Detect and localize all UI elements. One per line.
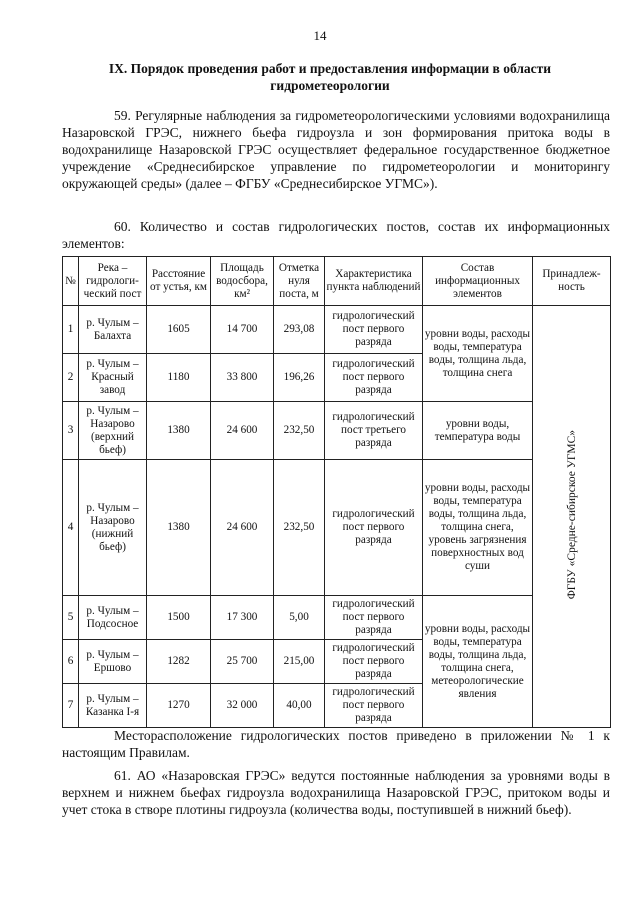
cell-characteristic: гидрологический пост третьего разряда bbox=[325, 402, 423, 460]
owner-text: ФГБУ «Средне-сибирское УГМС» bbox=[565, 429, 578, 600]
cell-river: р. Чулым – Казанка I-я bbox=[79, 684, 147, 728]
cell-distance: 1180 bbox=[147, 354, 211, 402]
cell-zero: 232,50 bbox=[274, 460, 325, 596]
cell-area: 24 600 bbox=[211, 460, 274, 596]
cell-distance: 1282 bbox=[147, 640, 211, 684]
cell-num: 5 bbox=[63, 596, 79, 640]
cell-area: 14 700 bbox=[211, 306, 274, 354]
paragraph-60-text: Количество и состав гидрологических постов, состав их информационных элементов: bbox=[62, 219, 610, 251]
cell-characteristic: гидрологический пост первого разряда bbox=[325, 354, 423, 402]
paragraph-61-text: АО «Назаровская ГРЭС» ведутся постоянные наблюдения за уровнями воды в верхнем и нижнем бьефах гидроузла водохранилища Назаровской ГРЭС, притоком воды и учет стока в створе плотины гидроузла (количества воды, поступившей в нижний бьеф). bbox=[62, 768, 610, 817]
cell-river: р. Чулым – Подсосное bbox=[79, 596, 147, 640]
cell-zero: 40,00 bbox=[274, 684, 325, 728]
cell-area: 17 300 bbox=[211, 596, 274, 640]
cell-zero: 215,00 bbox=[274, 640, 325, 684]
paragraph-61 bbox=[62, 767, 610, 818]
cell-num: 1 bbox=[63, 306, 79, 354]
cell-characteristic: гидрологический пост первого разряда bbox=[325, 640, 423, 684]
table-header-row bbox=[63, 257, 611, 306]
cell-distance: 1605 bbox=[147, 306, 211, 354]
table-row bbox=[63, 596, 611, 640]
paragraph-after-table-text: Месторасположение гидрологических постов приведено в приложении № 1 к настоящим Правилам. bbox=[62, 728, 610, 760]
cell-river: р. Чулым – Назарово (нижний бьеф) bbox=[79, 460, 147, 596]
cell-zero: 196,26 bbox=[274, 354, 325, 402]
cell-river: р. Чулым – Красный завод bbox=[79, 354, 147, 402]
cell-elements: уровни воды, температура воды bbox=[423, 402, 533, 460]
cell-elements: уровни воды, расходы воды, температура воды, толщина льда, толщина снега, метеорологические явления bbox=[423, 596, 533, 728]
cell-zero: 5,00 bbox=[274, 596, 325, 640]
section-heading: IX. Порядок проведения работ и предоставления информации в области гидрометеорологии bbox=[108, 61, 552, 93]
cell-area: 24 600 bbox=[211, 402, 274, 460]
cell-elements: уровни воды, расходы воды, температура воды, толщина льда, толщина снега, уровень загрязнения поверхностных вод суши bbox=[423, 460, 533, 596]
cell-num: 2 bbox=[63, 354, 79, 402]
header-elements: Состав информационных элементов bbox=[423, 257, 533, 306]
cell-owner bbox=[533, 306, 611, 728]
table-row bbox=[63, 306, 611, 354]
paragraph-59-text: Регулярные наблюдения за гидрометеорологическими условиями водохранилища Назаровской ГРЭС, нижнего бьефа гидроузла и зон формирования притока воды в водохранилище Назаровской ГРЭС осуществляет федеральное государственное бюджетное учреждение «Среднесибирское управление по гидрометеорологии и мониторингу окружающей среды» (далее – ФГБУ «Среднесибирское УГМС»). bbox=[62, 108, 611, 191]
header-area: Площадь водосбора, км² bbox=[211, 257, 274, 306]
paragraph-59 bbox=[62, 107, 610, 192]
header-characteristic: Характеристика пункта наблюдений bbox=[325, 257, 423, 306]
gauging-stations-table bbox=[62, 256, 611, 728]
paragraph-61-number: 61. bbox=[114, 768, 131, 783]
cell-distance: 1500 bbox=[147, 596, 211, 640]
cell-characteristic: гидрологический пост первого разряда bbox=[325, 306, 423, 354]
paragraph-60-number: 60. bbox=[114, 219, 131, 234]
cell-area: 32 000 bbox=[211, 684, 274, 728]
cell-num: 6 bbox=[63, 640, 79, 684]
paragraph-59-number: 59. bbox=[114, 108, 131, 123]
cell-distance: 1380 bbox=[147, 402, 211, 460]
header-owner: Принадлеж-ность bbox=[533, 257, 611, 306]
page-number: 14 bbox=[313, 28, 327, 43]
cell-distance: 1380 bbox=[147, 460, 211, 596]
paragraph-60 bbox=[62, 218, 610, 252]
cell-distance: 1270 bbox=[147, 684, 211, 728]
cell-area: 25 700 bbox=[211, 640, 274, 684]
cell-num: 3 bbox=[63, 402, 79, 460]
table-row bbox=[63, 460, 611, 596]
cell-characteristic: гидрологический пост первого разряда bbox=[325, 460, 423, 596]
cell-zero: 293,08 bbox=[274, 306, 325, 354]
cell-num: 7 bbox=[63, 684, 79, 728]
cell-elements: уровни воды, расходы воды, температура воды, толщина льда, толщина снега bbox=[423, 306, 533, 402]
table-row bbox=[63, 402, 611, 460]
cell-characteristic: гидрологический пост первого разряда bbox=[325, 596, 423, 640]
cell-river: р. Чулым – Ершово bbox=[79, 640, 147, 684]
paragraph-after-table bbox=[62, 727, 610, 761]
header-river: Река – гидрологи-ческий пост bbox=[79, 257, 147, 306]
cell-num: 4 bbox=[63, 460, 79, 596]
cell-river: р. Чулым – Назарово (верхний бьеф) bbox=[79, 402, 147, 460]
header-zero: Отметка нуля поста, м bbox=[274, 257, 325, 306]
cell-zero: 232,50 bbox=[274, 402, 325, 460]
cell-characteristic: гидрологический пост первого разряда bbox=[325, 684, 423, 728]
header-num: № bbox=[63, 257, 79, 306]
cell-area: 33 800 bbox=[211, 354, 274, 402]
header-distance: Расстояние от устья, км bbox=[147, 257, 211, 306]
cell-river: р. Чулым – Балахта bbox=[79, 306, 147, 354]
